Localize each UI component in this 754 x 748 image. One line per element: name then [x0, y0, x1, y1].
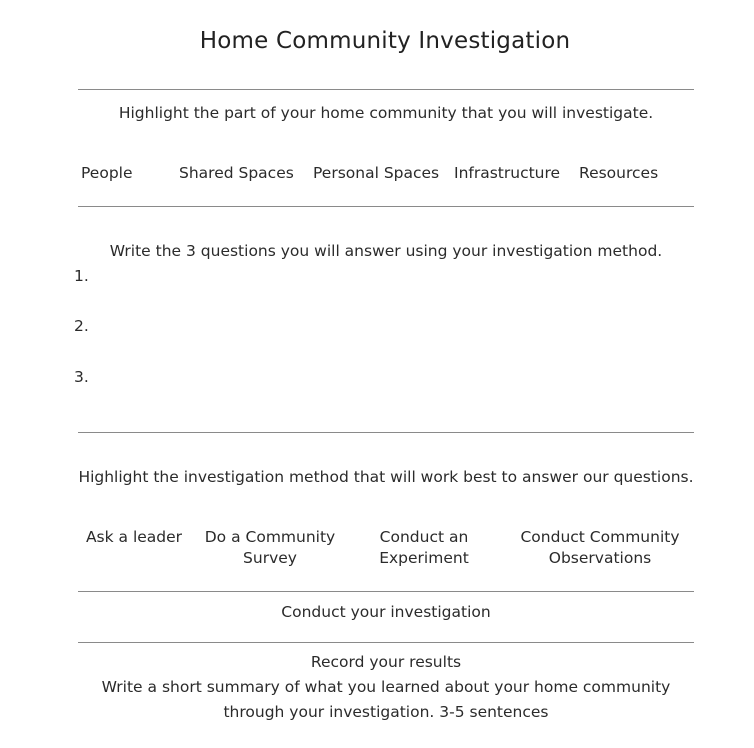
option-people[interactable]: People [81, 164, 133, 182]
method-label: Ask a leader [85, 528, 183, 546]
page-title: Home Community Investigation [199, 28, 571, 54]
question-number-1: 1. [74, 267, 89, 285]
question-number-3: 3. [74, 368, 89, 386]
section3-instruction: Highlight the investigation method that will work best to answer our questions. [78, 468, 694, 486]
option-resources[interactable]: Resources [579, 164, 659, 182]
method-label-line1: Conduct an [379, 528, 469, 546]
option-shared-spaces[interactable]: Shared Spaces [179, 164, 294, 182]
section4-instruction: Conduct your investigation [281, 603, 491, 621]
method-community-observations[interactable] [510, 527, 690, 569]
method-label-line2: Experiment [379, 549, 469, 567]
divider [78, 432, 694, 433]
divider [78, 642, 694, 643]
option-infrastructure[interactable]: Infrastructure [454, 164, 561, 182]
method-community-survey[interactable] [195, 527, 345, 569]
divider [78, 89, 694, 90]
option-personal-spaces[interactable]: Personal Spaces [313, 164, 440, 182]
method-label-line2: Survey [243, 549, 297, 567]
section2-instruction: Write the 3 questions you will answer using your investigation method. [109, 242, 663, 260]
method-ask-a-leader[interactable] [74, 527, 194, 548]
method-label-line2: Observations [548, 549, 652, 567]
method-conduct-experiment[interactable] [359, 527, 489, 569]
section5-instruction: Write a short summary of what you learned about your home community through your investigation. 3-5 sentences [101, 678, 671, 721]
divider [78, 206, 694, 207]
divider [78, 591, 694, 592]
question-number-2: 2. [74, 317, 89, 335]
section5-heading: Record your results [310, 653, 462, 671]
method-label-line1: Do a Community [204, 528, 336, 546]
method-label-line1: Conduct Community [520, 528, 680, 546]
section1-instruction: Highlight the part of your home community that you will investigate. [118, 104, 654, 122]
